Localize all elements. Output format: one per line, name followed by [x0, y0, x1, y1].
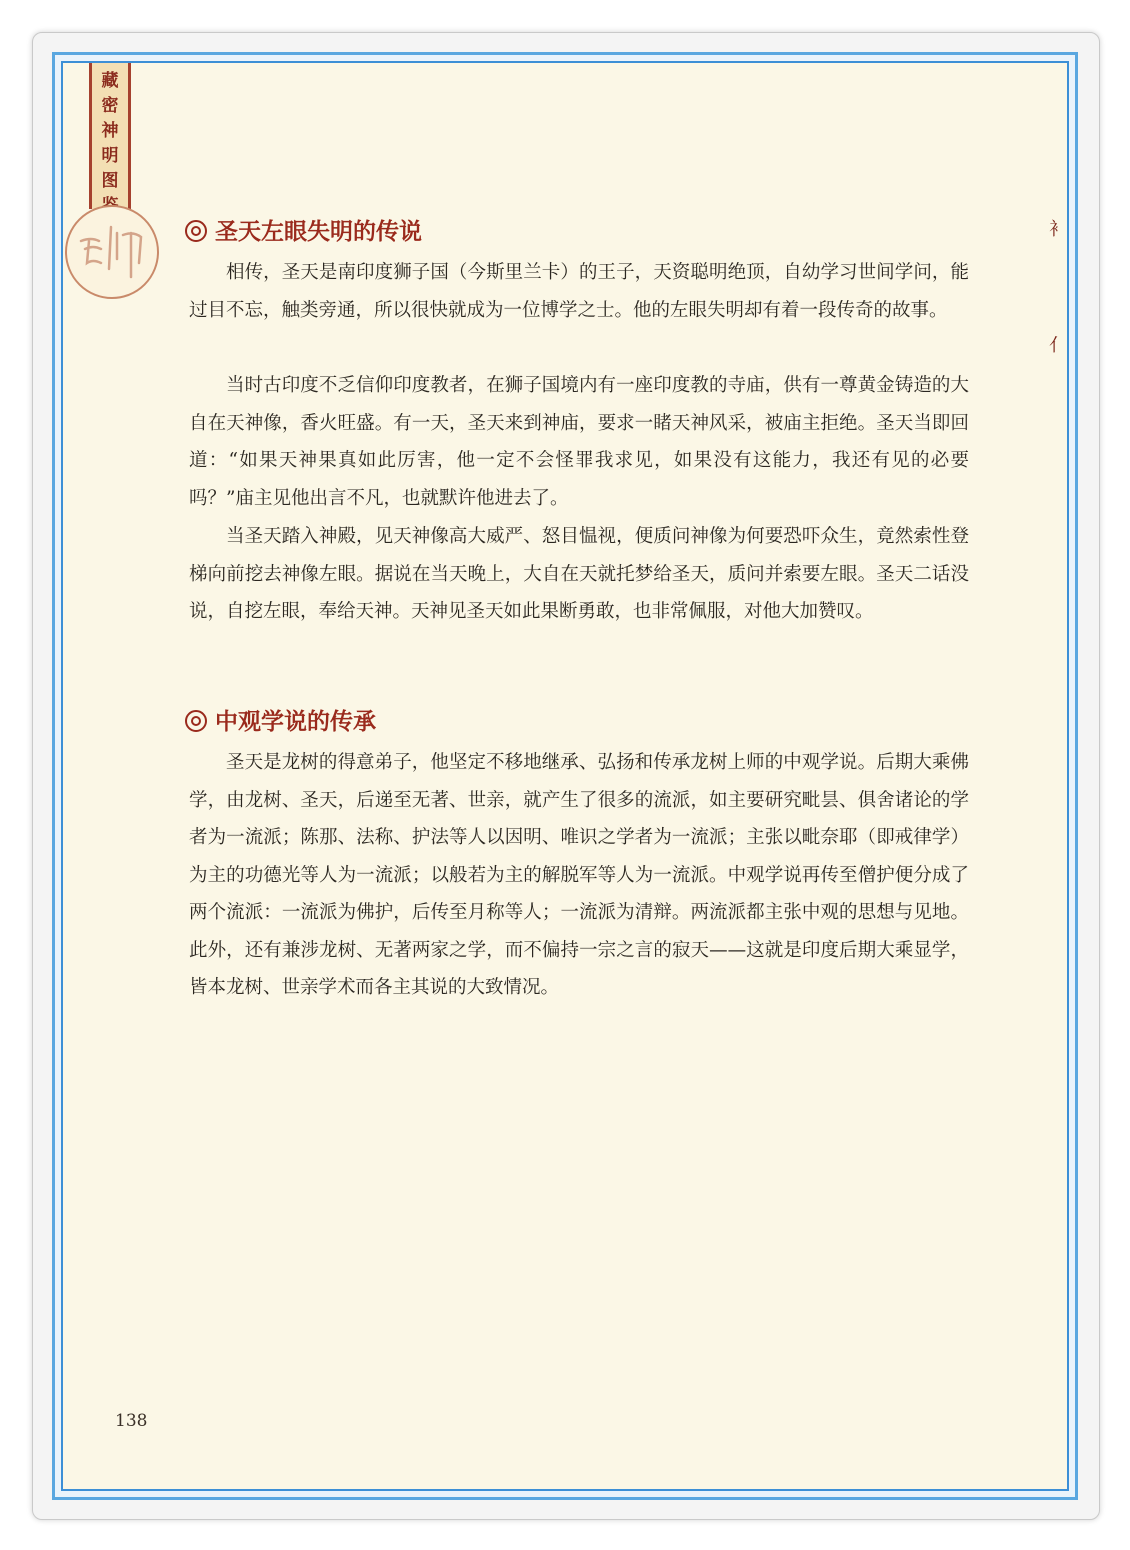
paragraph: 圣天是龙树的得意弟子，他坚定不移地继承、弘扬和传承龙树上师的中观学说。后期大乘佛学，由龙树、圣天，后递至无著、世亲，就产生了很多的流派，如主要研究毗昙、俱舍诸论的学者为一流派；陈那、法称、护法等人以因明、唯识之学者为一流派；主张以毗奈耶（即戒律学）为主的功德光等人为一流派；以般若为主的解脱军等人为一流派。中观学说再传至僧护便分成了两个流派：一流派为佛护，后传至月称等人；一流派为清辩。两流派都主张中观的思想与见地。此外，还有兼涉龙树、无著两家之学，而不偏持一宗之言的寂天——这就是印度后期大乘显学，皆本龙树、世亲学术而各主其说的大致情况。	[189, 752, 969, 998]
section-heading-madhyamaka	[185, 703, 376, 736]
section-heading-legend	[185, 213, 422, 246]
paragraph: 当时古印度不乏信仰印度教者，在狮子国境内有一座印度教的寺庙，供有一尊黄金铸造的大自在天神像，香火旺盛。有一天，圣天来到神庙，要求一睹天神风采，被庙主拒绝。圣天当即回道：“如果天神果真如此厉害，他一定不会怪罪我求见，如果没有这能力，我还有见的必要吗？”庙主见他出言不凡，也就默许他进去了。	[189, 375, 969, 509]
section-heading-text: 中观学说的传承	[215, 709, 376, 735]
paragraph: 相传，圣天是南印度狮子国（今斯里兰卡）的王子，天资聪明绝顶，自幼学习世间学问，能过目不忘，触类旁通，所以很快就成为一位博学之士。他的左眼失明却有着一段传奇的故事。	[189, 262, 969, 321]
section-heading-text: 圣天左眼失明的传说	[215, 219, 422, 245]
double-circle-bullet-icon	[185, 220, 207, 242]
side-tab-book-title	[89, 61, 131, 209]
side-tab-char: 图	[101, 171, 119, 191]
double-circle-bullet-icon	[185, 710, 207, 732]
blue-border-frame	[52, 52, 1078, 1500]
side-tab-char: 明	[101, 146, 119, 166]
paragraph: 当圣天踏入神殿，见天神像高大威严、怒目愠视，便质问神像为何要恐吓众生，竟然索性登梯向前挖去神像左眼。据说在当天晚上，大自在天就托梦给圣天，质问并索要左眼。圣天二话没说，自挖左眼，奉给天神。天神见圣天如此果断勇敢，也非常佩服，对他大加赞叹。	[189, 526, 969, 622]
adjacent-page-edge-char: 亻	[1049, 335, 1067, 356]
side-tab-char: 藏	[101, 71, 119, 91]
calligraphy-seal-icon	[65, 205, 159, 299]
adjacent-page-edge-char: 衤	[1049, 219, 1067, 240]
side-tab-char: 密	[101, 96, 119, 116]
book-page	[61, 61, 1069, 1491]
side-tab-char: 神	[101, 121, 119, 141]
page-number: 138	[115, 1411, 148, 1431]
